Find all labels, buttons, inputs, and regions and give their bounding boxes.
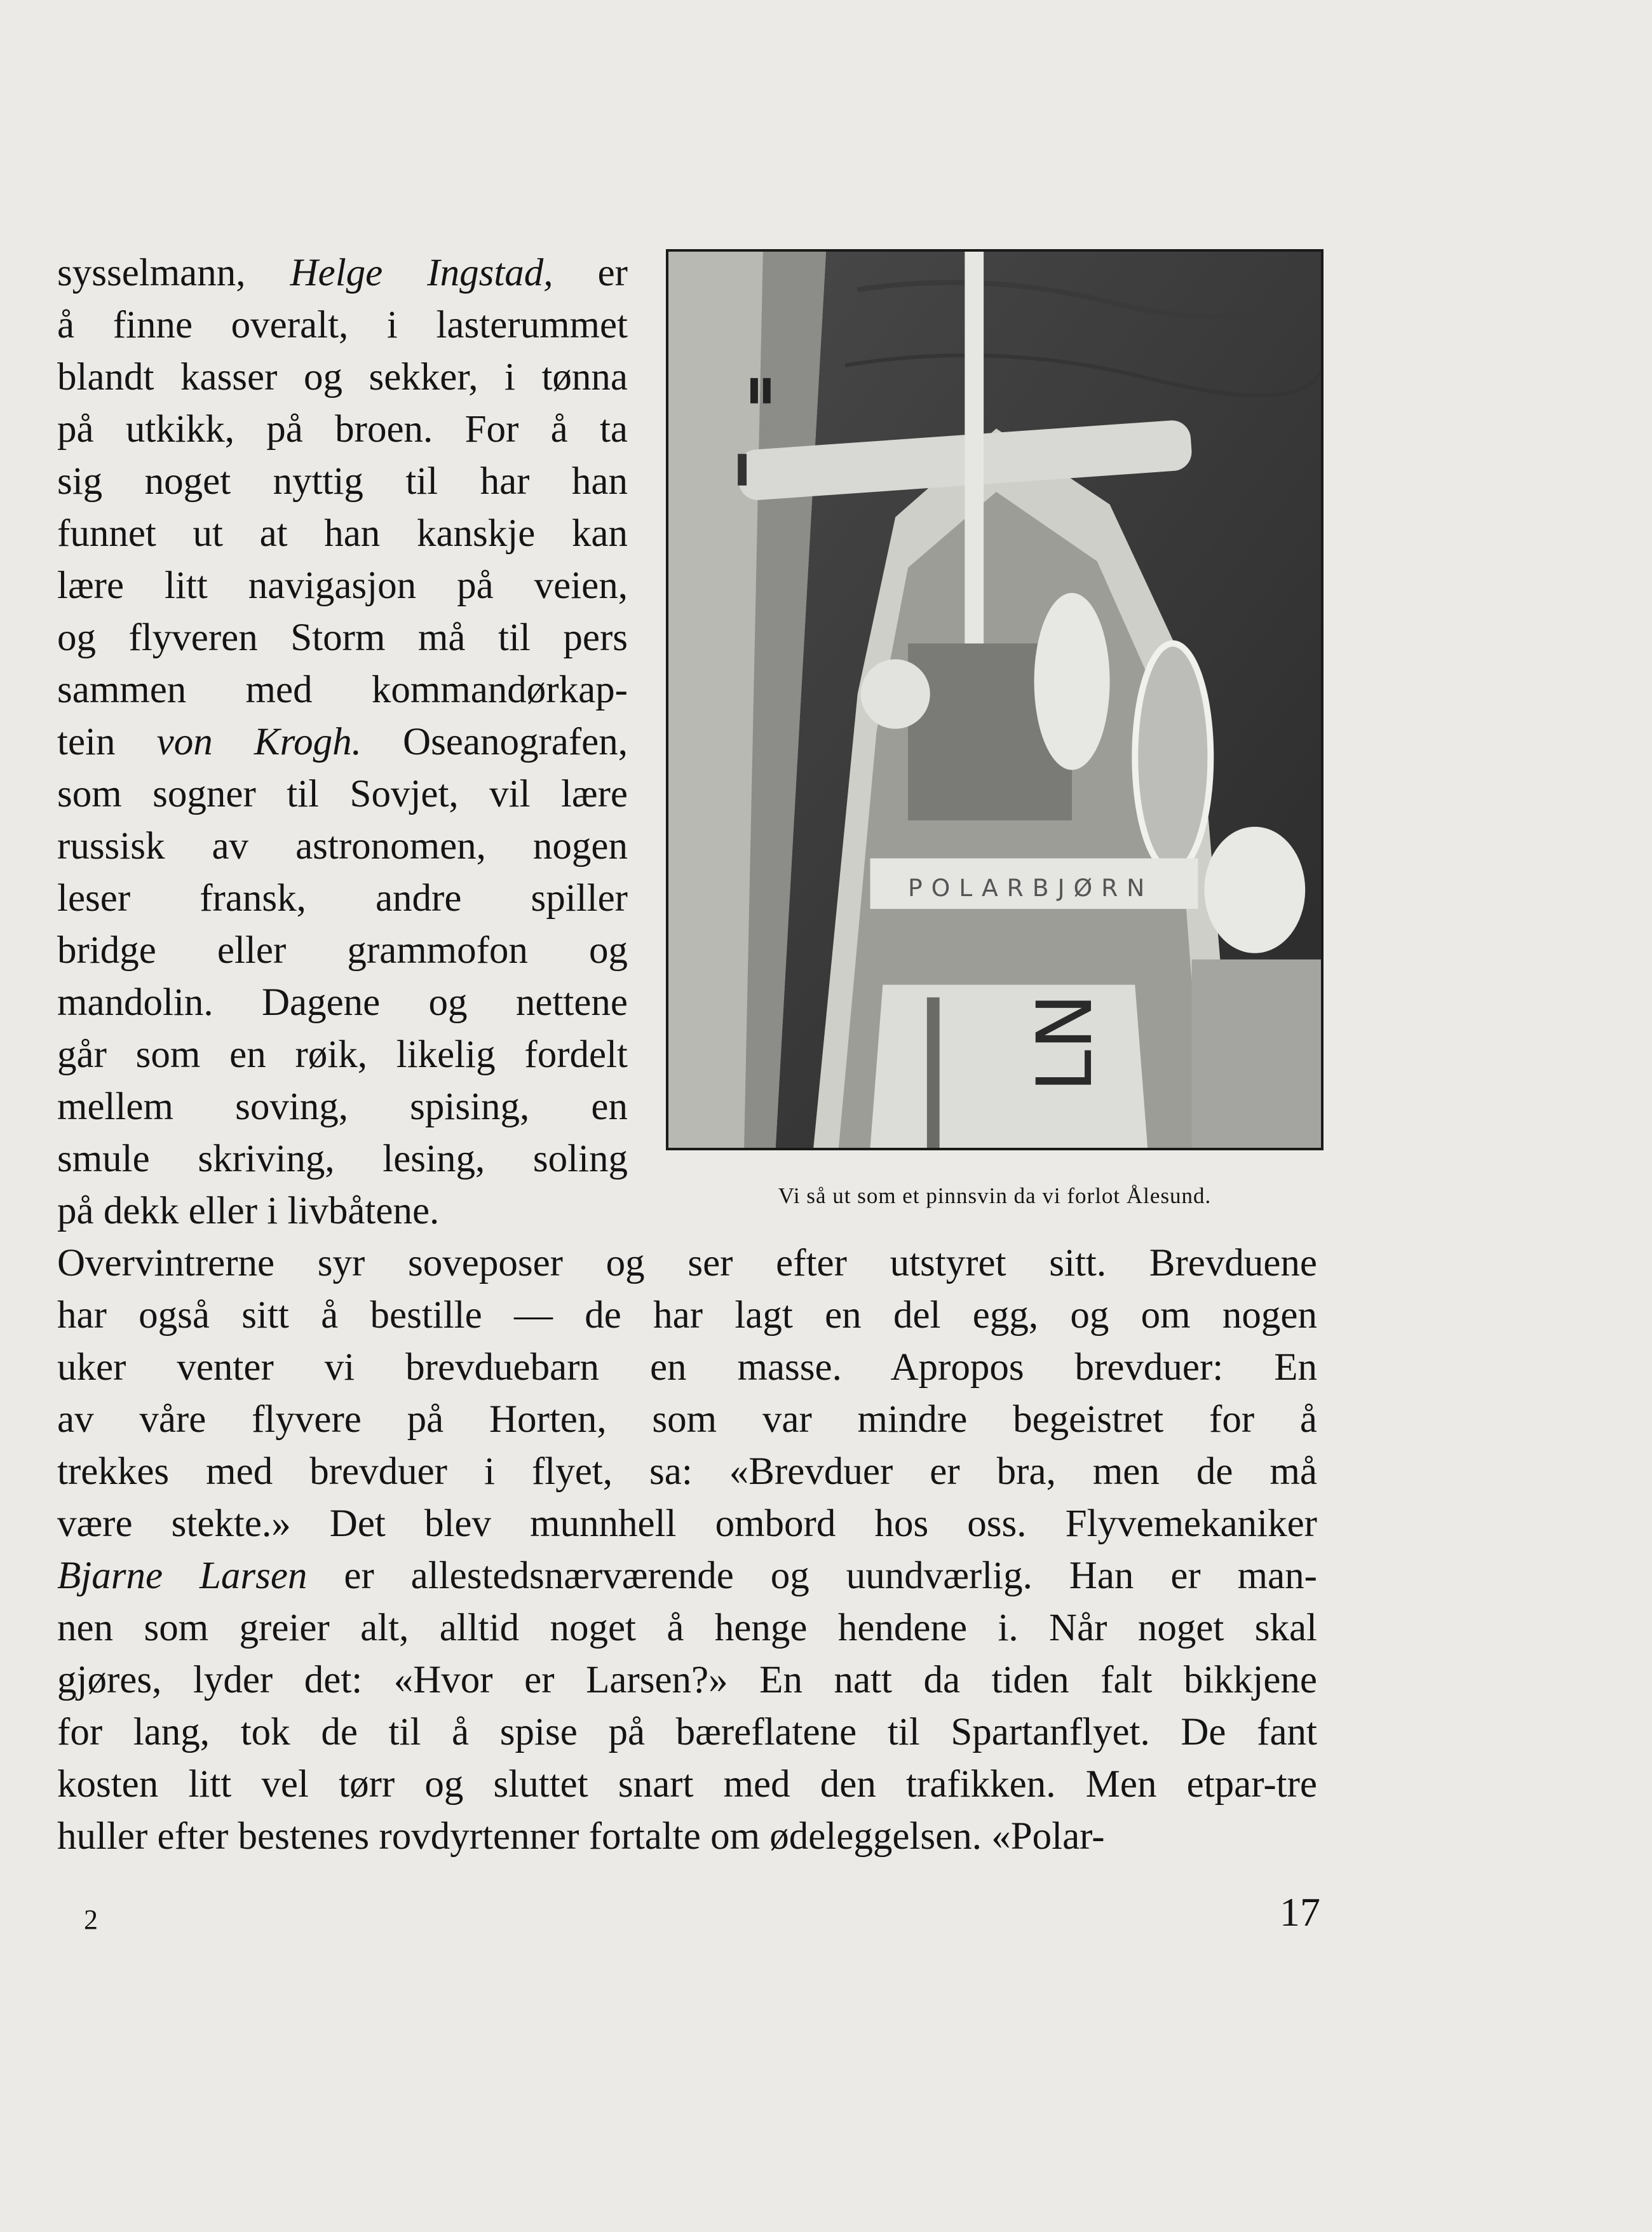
text-run: blandt kasser og sekker, i tønna: [57, 356, 628, 398]
signature-mark: 2: [84, 1904, 98, 1935]
text-run: sig noget nyttig til har han: [57, 460, 628, 503]
text-line: [57, 1811, 1317, 1863]
text-line: [57, 247, 628, 299]
text-run: går som en røik, likelig fordelt: [57, 1033, 628, 1076]
text-run: å finne overalt, i lasterummet: [57, 304, 628, 346]
text-run: er: [553, 252, 628, 294]
text-run: smule skriving, lesing, soling: [57, 1138, 628, 1180]
text-line: [57, 1550, 1317, 1602]
wing-registration-lettering: LN: [1020, 993, 1109, 1092]
text-run: uker venter vi brevduebarn en masse. Apropos brevduer: En: [57, 1346, 1317, 1389]
text-run: mellem soving, spising, en: [57, 1085, 628, 1128]
hull-lettering: POLARBJØRN: [908, 874, 1154, 902]
text-line: [57, 1342, 1317, 1394]
italic-name: Helge Ingstad,: [290, 252, 553, 294]
text-run: huller efter bestenes rovdyrtenner fortalte om ødeleggelsen. «Polar-: [57, 1815, 1105, 1858]
text-line: [57, 299, 628, 351]
text-line: [57, 1446, 1317, 1498]
text-run: for lang, tok de til å spise på bæreflatene til Spartanflyet. De fant: [57, 1711, 1317, 1753]
text-line: [57, 1133, 628, 1185]
text-run: nen som greier alt, alltid noget å henge hendene i. Når noget skal: [57, 1607, 1317, 1649]
text-run: som sogner til Sovjet, vil lære: [57, 773, 628, 815]
photo-caption: Vi så ut som et pinnsvin da vi forlot Ålesund.: [778, 1183, 1212, 1208]
ship-photograph: [666, 249, 1324, 1150]
text-line: [57, 1498, 1317, 1550]
text-line: [57, 1394, 1317, 1446]
text-line: [57, 977, 628, 1029]
text-run: være stekte.» Det blev munnhell ombord hos oss. Flyvemekaniker: [57, 1502, 1317, 1545]
text-line: [57, 1081, 628, 1133]
text-run: kosten litt vel tørr og sluttet snart med den trafikken. Men etpar-tre: [57, 1763, 1317, 1806]
italic-name: von Krogh.: [156, 721, 362, 763]
text-line: [57, 1654, 1317, 1706]
text-run: bridge eller grammofon og: [57, 929, 628, 972]
text-line: [57, 1029, 628, 1081]
text-line: [57, 1290, 1317, 1342]
text-line: [57, 508, 628, 560]
text-run: leser fransk, andre spiller: [57, 877, 628, 920]
text-run: tein: [57, 721, 157, 763]
text-run: gjøres, lyder det: «Hvor er Larsen?» En natt da tiden falt bikkjene: [57, 1659, 1317, 1701]
text-run: og flyveren Storm må til pers: [57, 616, 628, 659]
text-run: russisk av astronomen, nogen: [57, 825, 628, 868]
text-line: [57, 664, 628, 716]
page-number: 17: [1280, 1889, 1320, 1935]
text-line: [57, 1185, 628, 1237]
text-line: [57, 560, 628, 612]
text-line: [57, 820, 628, 873]
text-run: mandolin. Dagene og nettene: [57, 981, 628, 1024]
text-line: [57, 716, 628, 768]
text-line: [57, 1602, 1317, 1654]
text-run: funnet ut at han kanskje kan: [57, 512, 628, 555]
text-line: [57, 873, 628, 925]
text-line: [57, 351, 628, 404]
text-line: [57, 925, 628, 977]
italic-name: Bjarne Larsen: [57, 1555, 308, 1597]
text-run: lære litt navigasjon på veien,: [57, 564, 628, 607]
text-line: [57, 1237, 1317, 1290]
text-line: [57, 1759, 1317, 1811]
text-run: sammen med kommandørkap-: [57, 669, 628, 711]
text-run: Overvintrerne syr soveposer og ser efter utstyret sitt. Brevduene: [57, 1242, 1317, 1284]
text-run: på utkikk, på broen. For å ta: [57, 408, 628, 451]
text-line: [57, 768, 628, 820]
text-run: av våre flyvere på Horten, som var mindre begeistret for å: [57, 1398, 1317, 1441]
text-line: [57, 456, 628, 508]
text-run: er allestedsnærværende og uundværlig. Han er man-: [307, 1555, 1317, 1597]
text-run: sysselmann,: [57, 252, 290, 294]
text-line: [57, 1706, 1317, 1759]
text-run: på dekk eller i livbåtene.: [57, 1190, 440, 1232]
text-run: trekkes med brevduer i flyet, sa: «Brevduer er bra, men de må: [57, 1450, 1317, 1493]
text-run: Oseanografen,: [361, 721, 628, 763]
text-run: har også sitt å bestille — de har lagt en del egg, og om nogen: [57, 1294, 1317, 1337]
text-line: [57, 404, 628, 456]
text-line: [57, 612, 628, 664]
ship-deck-photo-image: [668, 252, 1321, 1148]
